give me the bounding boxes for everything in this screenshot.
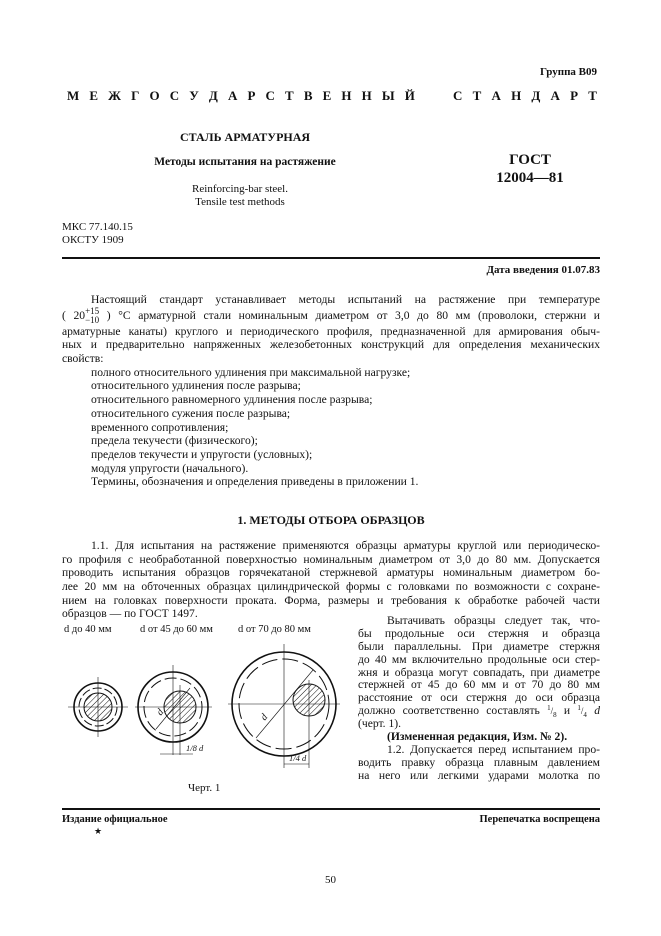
text-line: до 40 мм включительно продольные оси стер- (358, 653, 600, 666)
header-letter: С (453, 88, 463, 103)
specimen-large (228, 644, 340, 768)
list-item: модуля упругости (начального). (91, 461, 249, 475)
header-letter: Д (531, 88, 541, 103)
header-letter: Г (131, 88, 140, 103)
header-letter: М (67, 88, 80, 103)
header-letter: А (550, 88, 560, 103)
list-item: Термины, обозначения и определения приведены в приложении 1. (91, 475, 419, 489)
label-text: d от 45 до 60 мм (140, 624, 213, 635)
header-letter: Ы (381, 88, 395, 103)
fraction-one-eighth: $^1/_8$ (547, 705, 557, 719)
header-letter: Й (404, 88, 415, 103)
text: и (563, 705, 571, 718)
list-item: относительного равномерного удлинения после разрыва; (91, 393, 373, 407)
header-letter: Р (247, 88, 256, 103)
section-heading: 1. МЕТОДЫ ОТБОРА ОБРАЗЦОВ (237, 513, 425, 527)
text-line: нием на головках поверхности проката. Форма, размеры и требования к обработке рабочей части (62, 593, 600, 607)
header-letter: Е (322, 88, 332, 103)
official-edition: Издание официальное (62, 814, 168, 825)
text-line: ных и предварительно напряженных железобетонных конструкций для определения механических (62, 338, 600, 352)
text-line: бы продольные оси стержня и образца (358, 627, 600, 640)
header-letter: Н (341, 88, 352, 103)
english-title-line: Reinforcing-bar steel. (192, 183, 288, 195)
header-letter: Т (285, 88, 294, 103)
header-letter: С (265, 88, 275, 103)
list-item: предела текучести (физического); (91, 434, 258, 448)
header-letter: У (189, 88, 199, 103)
english-title-line: Tensile test methods (195, 196, 285, 208)
num: 1 (577, 705, 581, 713)
list-item: временного сопротивления; (91, 420, 229, 434)
document-subtitle: Методы испытания на растяжение (154, 156, 336, 168)
list-item: пределов текучести и упругости (условных); (91, 447, 313, 461)
text-line: водить правку образца плавным давлением (358, 756, 600, 769)
star-icon: ★ (94, 826, 103, 836)
den: 4 (583, 711, 587, 719)
header-letter: Т (472, 88, 482, 103)
header-letter: В (303, 88, 313, 103)
oksty-code: ОКСТУ 1909 (62, 234, 124, 246)
temp-minus: −10 (85, 315, 100, 325)
text-line: на него или легкими ударами молотка по (358, 769, 600, 782)
header-letter: Р (570, 88, 579, 103)
symbol-d: d (594, 705, 600, 718)
group-code: Группа В09 (539, 66, 597, 78)
footer-divider (62, 808, 600, 810)
reprint-prohibited: Перепечатка воспрещена (479, 814, 600, 825)
document-title: СТАЛЬ АРМАТУРНАЯ (179, 130, 311, 144)
header-letter: Д (208, 88, 218, 103)
header-letter: Т (588, 88, 597, 103)
label-text: d от 70 до 80 мм (238, 624, 311, 635)
text-line: го профиля с необработанной поверхностью номинальным диаметром от 3,0 до 80 мм. Допускается (62, 552, 600, 566)
dimension-d-large: d (258, 712, 271, 723)
list-item: относительного удлинения после разрыва; (91, 379, 301, 393)
header-letter: А (227, 88, 238, 103)
paren: ( (62, 308, 66, 322)
text-line: 1.2. Допускается перед испытанием про- (387, 743, 600, 756)
text-rest: ) °С арматурной стали номинальным диаметром от 3,0 до 80 мм (проволоки, стержни и (106, 308, 600, 322)
introduction-date: Дата введения 01.07.83 (486, 264, 600, 276)
text-line: были параллельны. При диаметре стержня (358, 640, 600, 653)
text-line: Вытачивать образцы следует так, что- (387, 615, 600, 627)
label-text: d до 40 мм (64, 624, 112, 635)
text-line: арматурные канаты) круглого и периодического профиля, предназначенной для армирования обыч- (62, 324, 600, 338)
list-item: относительного сужения после разрыва; (91, 406, 291, 420)
text-line: (черт. 1). (358, 717, 402, 731)
text-line: свойств: (62, 352, 104, 366)
header-letter: Н (361, 88, 372, 103)
dimension-one-quarter-d: 1/4 d (289, 753, 307, 763)
header-letter: О (149, 88, 160, 103)
page-number: 50 (325, 874, 336, 886)
text-line: 1.1. Для испытания на растяжение применяются образцы арматуры круглой или периодическо- (91, 539, 600, 552)
mks-code: МКС 77.140.15 (62, 221, 133, 233)
header-letter: Н (511, 88, 522, 103)
temp-plus: +15 (85, 306, 100, 317)
text-line: лее 20 мм на обточенных образцах цилиндрической формы с головками по возможности с сохране- (62, 580, 600, 594)
header-letter: Ж (108, 88, 122, 103)
amendment-note: (Измененная редакция, Изм. № 2). (387, 730, 568, 744)
dimension-one-eighth-d: 1/8 d (186, 743, 204, 753)
text-line: образцов — по ГОСТ 1497. (62, 607, 198, 621)
header-letter: А (491, 88, 501, 103)
header-letter: С (169, 88, 180, 103)
figure-caption: Черт. 1 (188, 782, 221, 794)
list-item: полного относительного удлинения при максимальной нагрузке; (91, 365, 411, 379)
specimen-medium (135, 665, 212, 755)
gost-label: ГОСТ (509, 152, 551, 168)
temp-base: 20 (73, 308, 86, 322)
den: 8 (553, 711, 557, 719)
text-line: стержней от 45 до 60 мм и от 70 до 80 мм (358, 679, 600, 692)
text-line: Настоящий стандарт устанавливает методы испытаний на растяжение при температуре (91, 293, 600, 306)
header-letter: Е (89, 88, 99, 103)
specimen-small (68, 677, 128, 737)
text: должно соответственно составлять (358, 705, 540, 718)
dimension-d-medium: d (154, 707, 167, 718)
gost-number: 12004—81 (496, 170, 564, 186)
text-line: расстояние от оси стержня до оси образца (358, 692, 600, 705)
fraction-one-quarter: $^1/_4$ (577, 705, 587, 719)
text-line: проводить испытания образцов горячекатаной стержневой арматуры номинальным диаметром бо- (62, 566, 600, 580)
text-line: жня и образца могут совпадать, при диаметре (358, 666, 600, 679)
num: 1 (547, 705, 551, 713)
